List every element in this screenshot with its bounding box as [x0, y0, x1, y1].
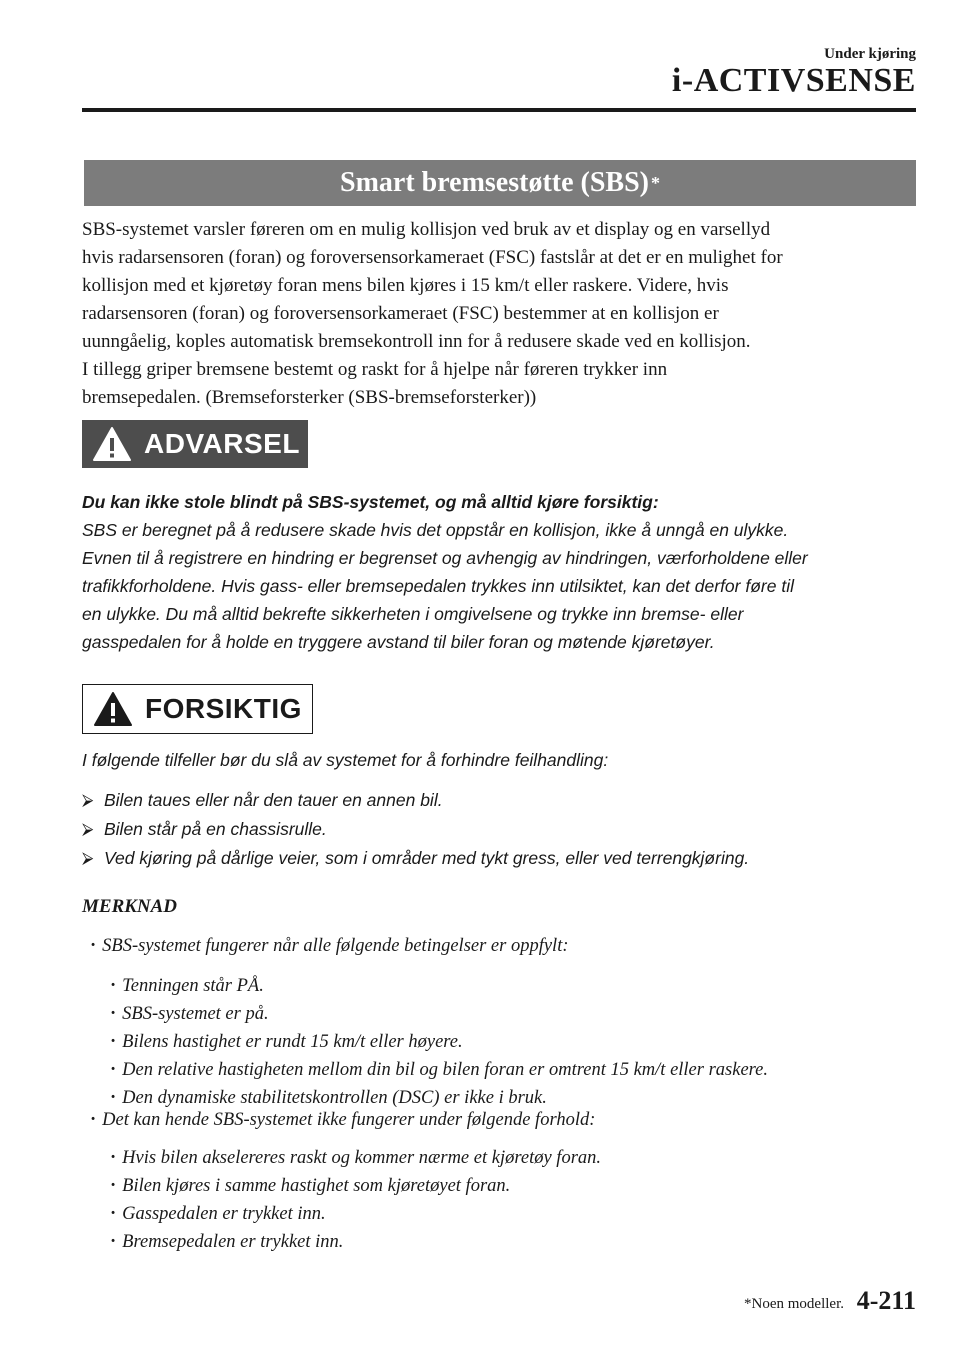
- warning-triangle-icon: [92, 426, 132, 462]
- merknad-conditions: [110, 972, 768, 1112]
- intro-line: uunngåelig, koples automatisk bremsekontroll inn for å redusere skade ved en kollisjon.: [82, 331, 751, 352]
- list-item: · Bilen kjøres i samme hastighet som kjøretøyet foran.: [110, 1172, 601, 1200]
- merknad-point-list: [90, 932, 569, 960]
- intro-line: hvis radarsensoren (foran) og foroversensorkameraet (FSC) fastslår at det er en mulighet for: [82, 247, 783, 268]
- list-item: · Tenningen står PÅ.: [110, 972, 768, 1000]
- forsiktig-intro: I følgende tilfeller bør du slå av systemet for å forhindre feilhandling:: [82, 750, 609, 770]
- list-item: · Bilens hastighet er rundt 15 km/t eller høyere.: [110, 1028, 768, 1056]
- advarsel-text: ADVARSEL: [144, 428, 300, 459]
- banner-title: Smart bremsestøtte (SBS): [340, 167, 649, 198]
- list-item: · Bremsepedalen er trykket inn.: [110, 1228, 601, 1256]
- arrow-bullet-icon: ⮚: [82, 821, 94, 838]
- list-item-text: Bilen står på en chassisrulle.: [104, 819, 327, 839]
- merknad-point-list: [90, 1106, 595, 1134]
- warning-triangle-icon: [93, 691, 133, 727]
- arrow-bullet-icon: ⮚: [82, 850, 94, 867]
- merknad-exceptions: [110, 1144, 601, 1256]
- banner-marker: *: [650, 172, 660, 193]
- list-item: · Det kan hende SBS-systemet ikke fungerer under følgende forhold:: [90, 1106, 595, 1134]
- intro-line: I tillegg griper bremsene bestemt og raskt for å hjelpe når føreren trykker inn: [82, 359, 668, 380]
- forsiktig-label: [82, 684, 313, 734]
- intro-line: kollisjon med et kjøretøy foran mens bilen kjøres i 15 km/t eller raskere. Videre, hvis: [82, 275, 729, 296]
- section-banner: [84, 160, 916, 206]
- list-item: · Gasspedalen er trykket inn.: [110, 1200, 601, 1228]
- list-item-text: Ved kjøring på dårlige veier, som i områder med tykt gress, eller ved terrengkjøring.: [104, 848, 750, 868]
- intro-line: SBS-systemet varsler føreren om en mulig kollisjon ved bruk av et display og en varsellyd: [82, 219, 771, 240]
- header-rule: [82, 108, 916, 112]
- advarsel-heading: Du kan ikke stole blindt på SBS-systemet, og må alltid kjøre forsiktig:: [82, 492, 659, 512]
- forsiktig-text: FORSIKTIG: [145, 693, 302, 724]
- list-item: · Den dynamiske stabilitetskontrollen (DSC) er ikke i bruk.: [110, 1084, 768, 1112]
- list-item-text: Bilen taues eller når den tauer en annen bil.: [104, 790, 443, 810]
- advarsel-line: SBS er beregnet på å redusere skade hvis det oppstår en kollisjon, ikke å unngå en ulykke.: [82, 520, 789, 540]
- advarsel-line: en ulykke. Du må alltid bekrefte sikkerheten i omgivelsene og trykke inn bremse- eller: [82, 604, 744, 624]
- advarsel-line: Evnen til å registrere en hindring er begrenset og avhengig av hindringen, værforholdene eller: [82, 548, 808, 568]
- intro-paragraph: [82, 216, 922, 412]
- list-item: · Den relative hastigheten mellom din bil og bilen foran er omtrent 15 km/t eller raskere.: [110, 1056, 768, 1084]
- merknad-title: MERKNAD: [82, 896, 178, 917]
- advarsel-content: [82, 488, 922, 656]
- intro-line: bremsepedalen. (Bremseforsterker (SBS-bremseforsterker)): [82, 387, 537, 408]
- arrow-bullet-icon: ⮚: [82, 792, 94, 809]
- advarsel-label: [82, 420, 308, 468]
- list-item: [82, 815, 749, 844]
- page-number: 4-211: [856, 1286, 916, 1315]
- footnote: *Noen modeller.: [744, 1296, 844, 1312]
- list-item: · SBS-systemet er på.: [110, 1000, 768, 1028]
- list-item: · SBS-systemet fungerer når alle følgende betingelser er oppfylt:: [90, 932, 569, 960]
- list-item: [82, 786, 749, 815]
- advarsel-line: gasspedalen for å holde en tryggere avstand til biler foran og møtende kjøretøyer.: [82, 632, 715, 652]
- forsiktig-list: [82, 786, 749, 873]
- advarsel-line: trafikkforholdene. Hvis gass- eller bremsepedalen trykkes inn utilsiktet, kan det derfor føre til: [82, 576, 794, 596]
- list-item: · Hvis bilen akselereres raskt og kommer nærme et kjøretøy foran.: [110, 1144, 601, 1172]
- section-label: Under kjøring: [824, 46, 916, 62]
- list-item: [82, 844, 749, 873]
- chapter-title: i-ACTIVSENSE: [671, 62, 916, 99]
- intro-line: radarsensoren (foran) og foroversensorkameraet (FSC) bestemmer at en kollisjon er: [82, 303, 719, 324]
